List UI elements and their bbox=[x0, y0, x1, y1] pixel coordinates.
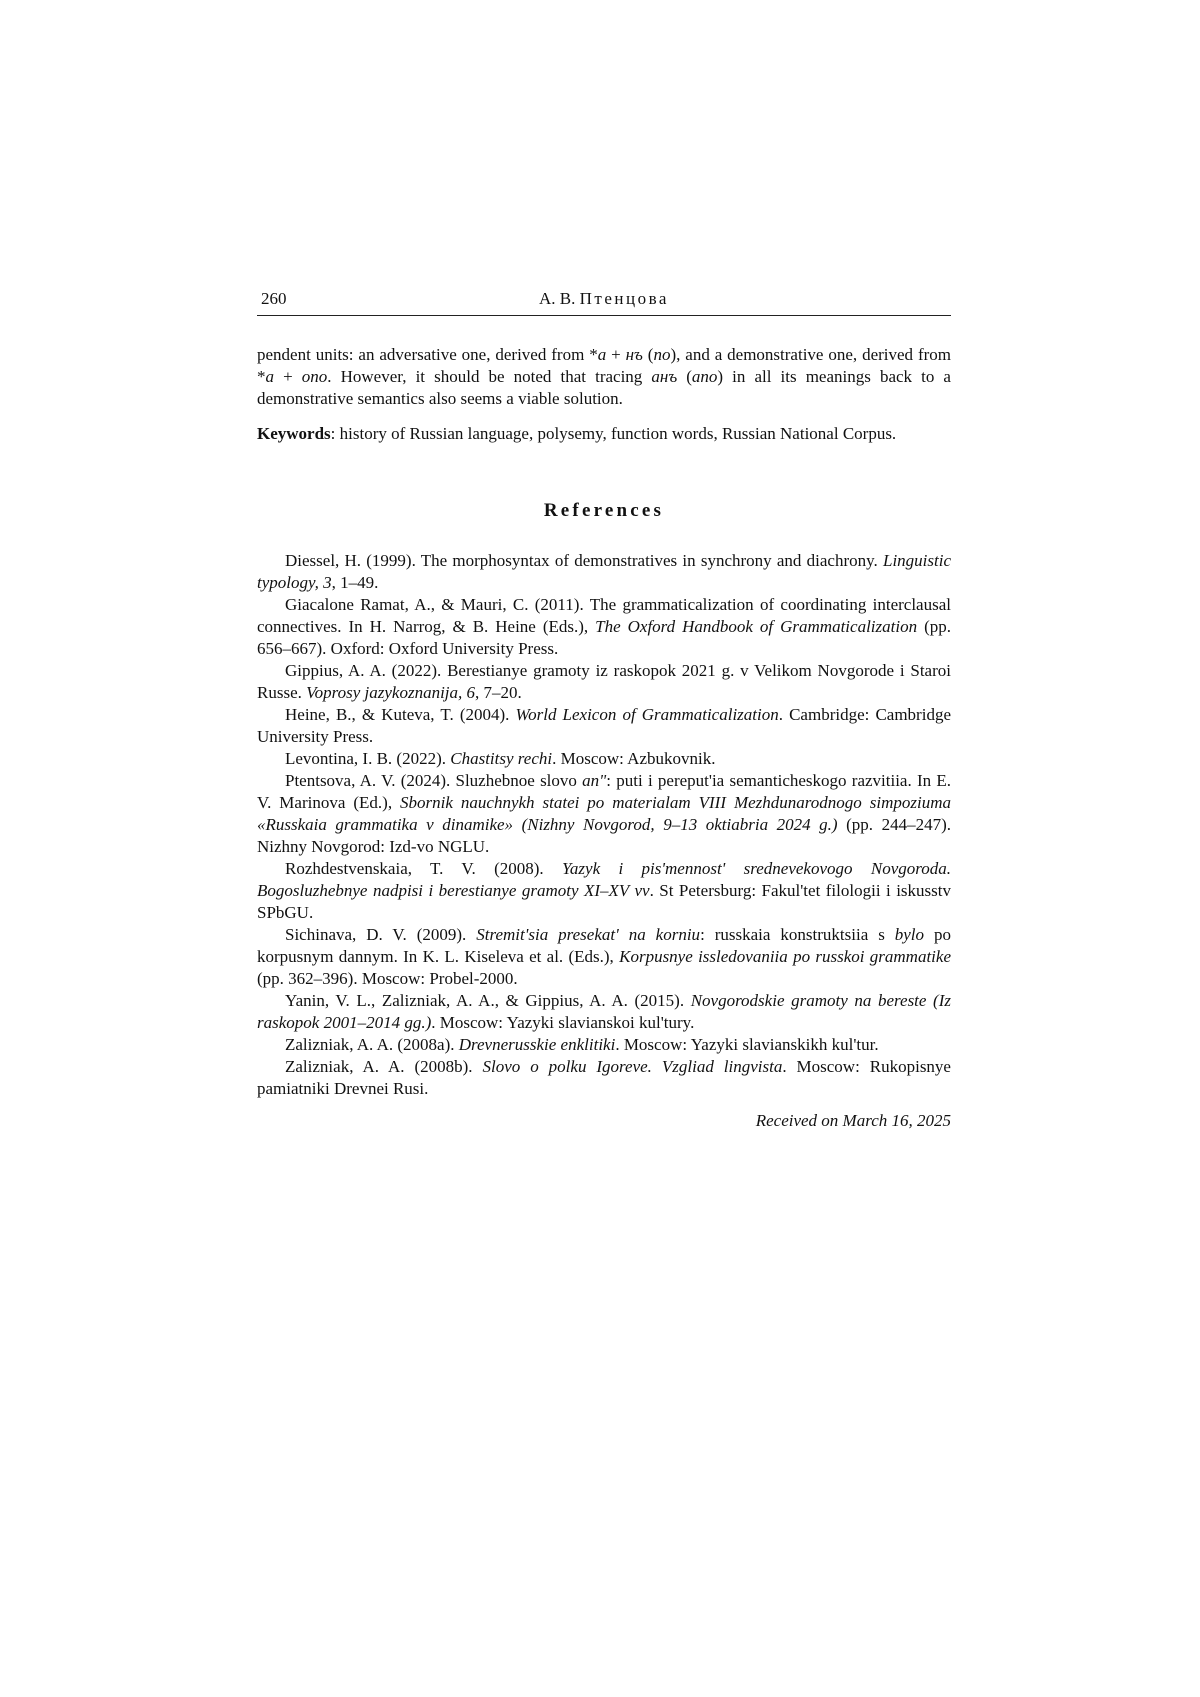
page-content bbox=[257, 287, 951, 1132]
abstract-text: . However, it should be noted that tracing bbox=[327, 367, 652, 386]
reference-item bbox=[257, 858, 951, 924]
ref-italic: Linguistic typology, 3 bbox=[257, 551, 951, 592]
ref-italic: Chastitsy rechi bbox=[450, 749, 553, 768]
keywords-label: Keywords bbox=[257, 424, 331, 443]
running-head bbox=[257, 287, 951, 316]
ref-italic: World Lexicon of Grammaticalization bbox=[515, 705, 779, 724]
keywords bbox=[257, 423, 951, 445]
ref-italic: Korpusnye issledovaniia po russkoi grammatike bbox=[619, 947, 951, 966]
ref-text: Yanin, V. L., Zalizniak, A. A., & Gippius, A. A. (2015). bbox=[285, 991, 691, 1010]
ref-text: Giacalone Ramat, A., & Mauri, C. (2011). The grammaticalization of coordinating interclausal connectives. In H. Narrog, & B. Heine (Eds.), bbox=[257, 595, 951, 636]
ref-text: Zalizniak, A. A. (2008b). bbox=[285, 1057, 483, 1076]
ref-text: Zalizniak, A. A. (2008a). bbox=[285, 1035, 459, 1054]
abstract-text: + bbox=[606, 345, 626, 364]
ref-text: . Cambridge: Cambridge University Press. bbox=[257, 705, 951, 746]
references-heading: References bbox=[543, 500, 665, 521]
abstract-tail bbox=[257, 344, 951, 410]
ref-italic: Drevnerusskie enklitiki bbox=[458, 1035, 616, 1054]
ref-text: po korpusnym dannym. In K. L. Kiseleva et al. (Eds.), bbox=[257, 925, 952, 966]
ref-text: Diessel, H. (1999). The morphosyntax of demonstratives in synchrony and diachrony. bbox=[285, 551, 883, 570]
ref-text: . St Petersburg: Fakul'tet filologii i iskusstv SPbGU. bbox=[257, 881, 951, 922]
page-number: 260 bbox=[261, 289, 287, 308]
ref-text: , 7–20. bbox=[475, 683, 522, 702]
ref-text: Heine, B., & Kuteva, T. (2004). bbox=[285, 705, 516, 724]
reference-item bbox=[257, 770, 951, 858]
abstract-italic: нъ bbox=[625, 345, 643, 364]
abstract-italic: no bbox=[653, 345, 671, 364]
ref-text: Sichinava, D. V. (2009). bbox=[285, 925, 477, 944]
reference-item bbox=[257, 594, 951, 660]
reference-item bbox=[257, 990, 951, 1034]
abstract-italic: a bbox=[265, 367, 274, 386]
ref-text: (pp. 362–396). Moscow: Probel-2000. bbox=[257, 969, 518, 988]
reference-item bbox=[257, 704, 951, 748]
abstract-text: + bbox=[274, 367, 302, 386]
reference-item bbox=[257, 1056, 951, 1100]
reference-item bbox=[257, 1034, 951, 1056]
ref-italic: Slovo o polku Igoreve. Vzgliad lingvista bbox=[482, 1057, 783, 1076]
reference-list bbox=[257, 550, 951, 1100]
ref-text: . Moscow: Rukopisnye pamiatniki Drevnei Rusi. bbox=[257, 1057, 951, 1098]
reference-item bbox=[257, 550, 951, 594]
ref-italic: bylo bbox=[894, 925, 925, 944]
abstract-text: ), and a demonstrative one, derived from * bbox=[257, 345, 952, 386]
author-surname: Птенцова bbox=[579, 289, 669, 308]
ref-italic: Voprosy jazykoznanija, 6 bbox=[306, 683, 476, 702]
ref-text: (pp. 656–667). Oxford: Oxford University Press. bbox=[257, 617, 951, 658]
ref-text: . Moscow: Azbukovnik. bbox=[552, 749, 716, 768]
abstract-italic: a bbox=[597, 345, 607, 364]
ref-italic: Yazyk i pis'mennost' srednevekovogo Novgoroda. Bogosluzhebnye nadpisi i berestianye gramoty XI–XV vv bbox=[257, 859, 951, 900]
abstract-text: ( bbox=[677, 367, 692, 386]
abstract-text: pendent units: an adversative one, derived from * bbox=[257, 345, 598, 364]
reference-item bbox=[257, 660, 951, 704]
reference-item bbox=[257, 748, 951, 770]
ref-italic: The Oxford Handbook of Grammaticalization bbox=[595, 617, 918, 636]
ref-italic: Novgorodskie gramoty na bereste (Iz raskopok 2001–2014 gg.) bbox=[257, 991, 951, 1032]
ref-text: . Moscow: Yazyki slavianskoi kul'tury. bbox=[431, 1013, 695, 1032]
ref-text: Ptentsova, A. V. (2024). Sluzhebnoe slovo bbox=[285, 771, 583, 790]
ref-text: , 1–49. bbox=[331, 573, 379, 592]
ref-text: : russkaia konstruktsiia s bbox=[700, 925, 895, 944]
abstract-text: ) in all its meanings back to a demonstrative semantics also seems a viable solution. bbox=[257, 367, 951, 408]
abstract-italic: анъ bbox=[651, 367, 678, 386]
ref-text: : puti i pereput'ia semanticheskogo razvitiia. In E. V. Marinova (Ed.), bbox=[257, 771, 951, 812]
ref-text: Rozhdestvenskaia, T. V. (2008). bbox=[285, 859, 563, 878]
keywords-text: : history of Russian language, polysemy, function words, Russian National Corpus. bbox=[330, 424, 897, 443]
ref-text: Gippius, A. A. (2022). Berestianye gramoty iz raskopok 2021 g. v Velikom Novgorode i Staroi Russe. bbox=[257, 661, 951, 702]
ref-text: (pp. 244–247). Nizhny Novgorod: Izd-vo NGLU. bbox=[257, 815, 951, 856]
abstract-italic: ono bbox=[301, 367, 328, 386]
ref-italic: Stremit'sia presekat' na korniu bbox=[476, 925, 701, 944]
author-initials: А. В. bbox=[539, 289, 576, 308]
ref-text: . Moscow: Yazyki slavianskikh kul'tur. bbox=[615, 1035, 879, 1054]
ref-italic: an" bbox=[582, 771, 607, 790]
reference-item bbox=[257, 924, 951, 990]
received-date: Received on March 16, 2025 bbox=[755, 1111, 951, 1130]
ref-italic: Sbornik nauchnykh statei po materialam VIII Mezhdunarodnogo simpoziuma «Russkaia grammatika v dinamike» (Nizhny Novgorod, 9–13 oktiabria 2024 g.) bbox=[257, 793, 951, 834]
ref-text: Levontina, I. B. (2022). bbox=[285, 749, 451, 768]
abstract-text: ( bbox=[642, 345, 654, 364]
running-title bbox=[257, 289, 951, 309]
abstract-italic: ano bbox=[691, 367, 718, 386]
